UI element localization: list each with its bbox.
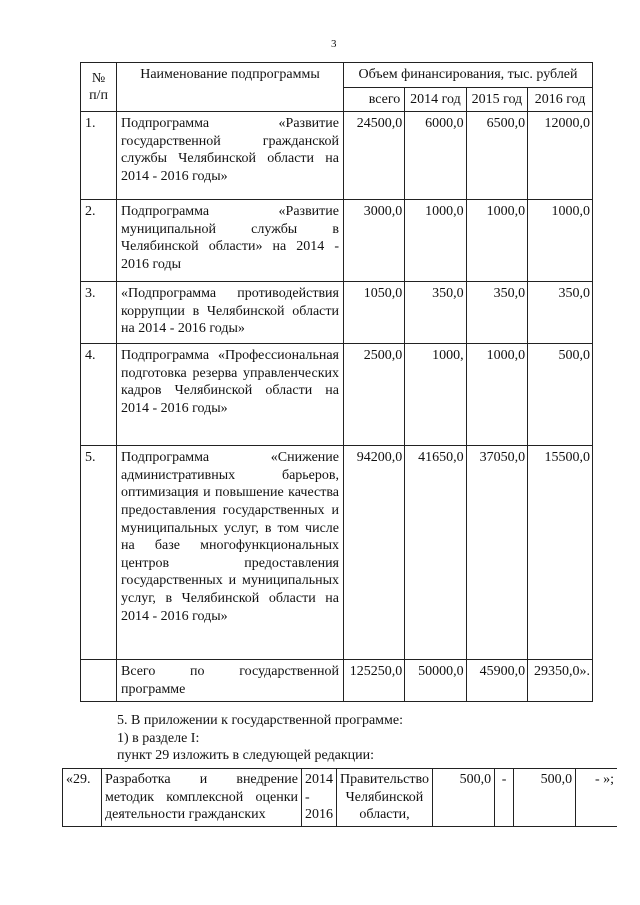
table-row <box>81 344 593 446</box>
row-2015: 1000,0 <box>466 200 527 282</box>
item-num: «29. <box>63 769 102 827</box>
item-val-4: - »; <box>576 769 617 827</box>
row-name: Подпрограмма «Развитие государственной гражданской службы Челябинской области на 2014 - 2016 годы» <box>117 112 344 200</box>
activity-table <box>62 768 617 827</box>
header-2016: 2016 год <box>528 87 593 112</box>
header-funding: Объем финансирования, тыс. рублей <box>344 63 593 88</box>
header-num: № п/п <box>81 63 117 112</box>
row-num: 2. <box>81 200 117 282</box>
row-2014: 350,0 <box>405 282 466 344</box>
row-name: Подпрограмма «Развитие муниципальной службы в Челябинской области» на 2014 - 2016 годы <box>117 200 344 282</box>
header-2014: 2014 год <box>405 87 466 112</box>
table-row <box>81 200 593 282</box>
item-desc: Разработка и внедрение методик комплексной оценки деятельности гражданских <box>102 769 302 827</box>
row-2014: 41650,0 <box>405 446 466 660</box>
paragraph: пункт 29 изложить в следующей редакции: <box>117 748 374 764</box>
header-name: Наименование подпрограммы <box>117 63 344 112</box>
row-num: 3. <box>81 282 117 344</box>
row-2015: 350,0 <box>466 282 527 344</box>
row-num: 4. <box>81 344 117 446</box>
row-total: 24500,0 <box>344 112 405 200</box>
row-2016: 1000,0 <box>528 200 593 282</box>
total-row <box>81 660 593 702</box>
total-2016: 29350,0». <box>528 660 593 702</box>
paragraph: 5. В приложении к государственной программе: <box>117 713 403 728</box>
table-header-row <box>81 63 593 88</box>
row-2016: 15500,0 <box>528 446 593 660</box>
item-years: 2014 - 2016 <box>302 769 337 827</box>
row-2015: 1000,0 <box>466 344 527 446</box>
row-2016: 12000,0 <box>528 112 593 200</box>
table-row <box>81 112 593 200</box>
subprogram-funding-table <box>80 62 593 702</box>
amendment-text <box>117 712 403 765</box>
paragraph: 1) в разделе I: <box>117 730 200 746</box>
table-row <box>81 282 593 344</box>
total-2014: 50000,0 <box>405 660 466 702</box>
header-2015: 2015 год <box>466 87 527 112</box>
row-total: 1050,0 <box>344 282 405 344</box>
row-name: Подпрограмма «Профессиональная подготовка резерва управленческих кадров Челябинской области на 2014 - 2016 годы» <box>117 344 344 446</box>
row-num: 5. <box>81 446 117 660</box>
row-name: «Подпрограмма противодействия коррупции в Челябинской области на 2014 - 2016 годы» <box>117 282 344 344</box>
row-2014: 6000,0 <box>405 112 466 200</box>
row-total: 3000,0 <box>344 200 405 282</box>
row-2014: 1000,0 <box>405 200 466 282</box>
row-2015: 6500,0 <box>466 112 527 200</box>
row-2014: 1000, <box>405 344 466 446</box>
item-executor: Правительство Челябинской области, <box>337 769 433 827</box>
row-total: 94200,0 <box>344 446 405 660</box>
table-row <box>63 769 618 827</box>
item-val-1: 500,0 <box>432 769 494 827</box>
item-val-2: - <box>495 769 514 827</box>
page-number: 3 <box>331 38 337 50</box>
row-2016: 500,0 <box>528 344 593 446</box>
row-num: 1. <box>81 112 117 200</box>
row-total: 2500,0 <box>344 344 405 446</box>
total-sum: 125250,0 <box>344 660 405 702</box>
row-2016: 350,0 <box>528 282 593 344</box>
header-total: всего <box>344 87 405 112</box>
row-name: Подпрограмма «Снижение административных барьеров, оптимизация и повышение качества предоставления государственных и муниципальных услуг, в том числе на базе многофункциональных центров предоставления государственных и муниципальных услуг, в Челябинской области на 2014 - 2016 годы» <box>117 446 344 660</box>
total-2015: 45900,0 <box>466 660 527 702</box>
item-val-3: 500,0 <box>514 769 576 827</box>
row-2015: 37050,0 <box>466 446 527 660</box>
total-label: Всего по государственной программе <box>117 660 344 702</box>
table-row <box>81 446 593 660</box>
